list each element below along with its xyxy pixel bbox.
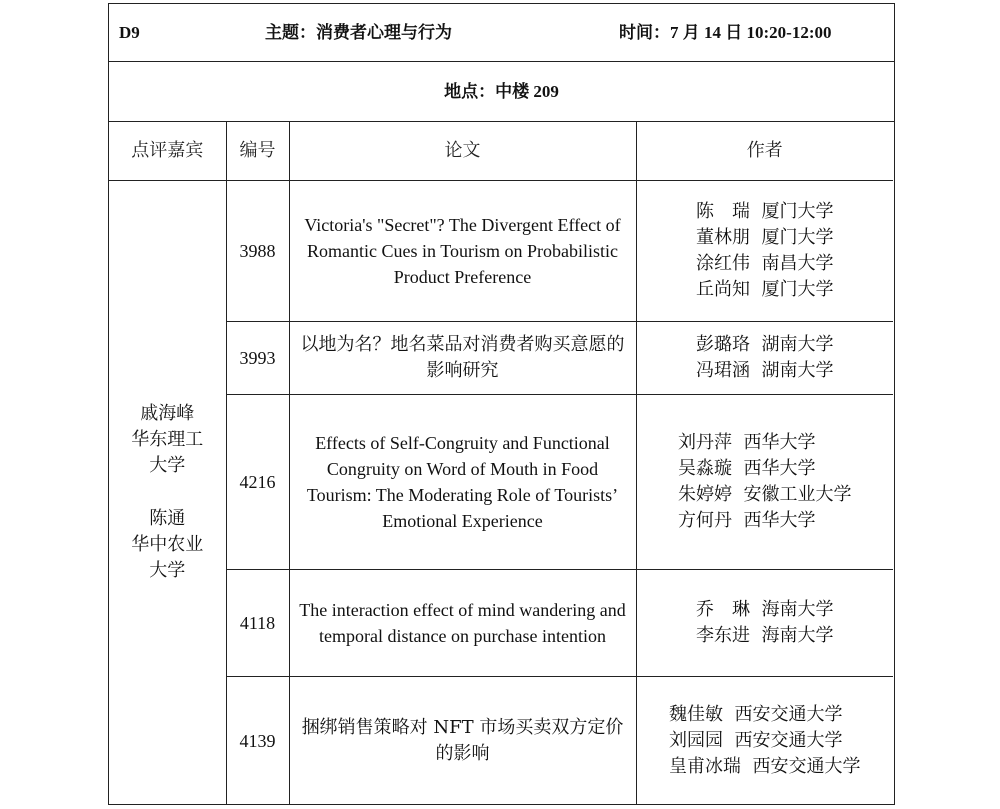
column-header-authors: 作者 xyxy=(636,122,893,181)
column-header-row xyxy=(109,122,893,181)
paper-row xyxy=(109,181,893,322)
session-theme: 主题：消费者心理与行为 xyxy=(265,23,452,42)
paper-title: 以地为名？地名菜品对消费者购买意愿的影响研究 xyxy=(289,322,636,395)
reviewer-affiliation: 华中农业 xyxy=(131,534,204,555)
paper-id: 4139 xyxy=(226,677,289,805)
author-entry: 乔 琳 海南大学 xyxy=(696,599,834,620)
column-header-id: 编号 xyxy=(226,122,289,181)
paper-row xyxy=(109,677,893,805)
author-entry: 朱婷婷 安徽工业大学 xyxy=(678,484,852,505)
reviewer-affiliation: 华东理工 xyxy=(131,429,204,450)
reviewers-cell xyxy=(109,181,226,805)
column-header-paper: 论文 xyxy=(289,122,636,181)
author-entry: 涂红伟 南昌大学 xyxy=(696,253,834,274)
paper-authors xyxy=(636,570,893,677)
papers-table xyxy=(109,122,893,805)
reviewer-name: 戚海峰 xyxy=(140,403,195,424)
paper-id: 3993 xyxy=(226,322,289,395)
author-entry: 刘园园 西安交通大学 xyxy=(669,729,843,751)
paper-authors xyxy=(636,395,893,570)
paper-title: The interaction effect of mind wandering and temporal distance on purchase intention xyxy=(289,570,636,677)
author-entry: 吴淼璇 西华大学 xyxy=(678,458,816,479)
paper-title: 捆绑销售策略对 NFT 市场买卖双方定价的影响 xyxy=(289,677,636,805)
paper-authors xyxy=(636,322,893,395)
paper-row xyxy=(109,570,893,677)
author-entry: 皇甫冰瑞 西安交通大学 xyxy=(669,755,861,777)
author-entry: 魏佳敏 西安交通大学 xyxy=(669,703,843,725)
author-entry: 董林朋 厦门大学 xyxy=(696,227,834,248)
session-location: 地点：中楼 209 xyxy=(444,82,559,101)
paper-row xyxy=(109,395,893,570)
author-entry: 彭璐珞 湖南大学 xyxy=(696,334,834,355)
paper-authors xyxy=(636,181,893,322)
author-entry: 刘丹萍 西华大学 xyxy=(678,432,816,453)
author-entry: 李东进 海南大学 xyxy=(696,625,834,646)
paper-authors xyxy=(636,677,893,805)
session-id: D9 xyxy=(119,23,140,42)
paper-id: 3988 xyxy=(226,181,289,322)
author-entry: 冯珺涵 湖南大学 xyxy=(696,360,834,381)
paper-title: Victoria's "Secret"? The Divergent Effect of Romantic Cues in Tourism on Probabilistic Product Preference xyxy=(289,181,636,322)
reviewer-name: 陈通 xyxy=(149,508,186,529)
session-header-row xyxy=(109,4,894,62)
author-entry: 丘尚知 厦门大学 xyxy=(696,279,834,300)
session-time: 时间：7 月 14 日 10:20-12:00 xyxy=(619,23,832,42)
reviewer-affiliation: 大学 xyxy=(149,455,186,476)
paper-row xyxy=(109,322,893,395)
author-entry: 方何丹 西华大学 xyxy=(678,510,816,531)
paper-id: 4118 xyxy=(226,570,289,677)
location-row xyxy=(109,62,894,122)
schedule-table xyxy=(108,3,895,805)
reviewer-affiliation: 大学 xyxy=(149,560,186,581)
column-header-reviewer: 点评嘉宾 xyxy=(109,122,226,181)
paper-title: Effects of Self-Congruity and Functional Congruity on Word of Mouth in Food Tourism: The Moderating Role of Tourists’ Emotional Experience xyxy=(289,395,636,570)
paper-id: 4216 xyxy=(226,395,289,570)
author-entry: 陈 瑞 厦门大学 xyxy=(696,201,834,222)
